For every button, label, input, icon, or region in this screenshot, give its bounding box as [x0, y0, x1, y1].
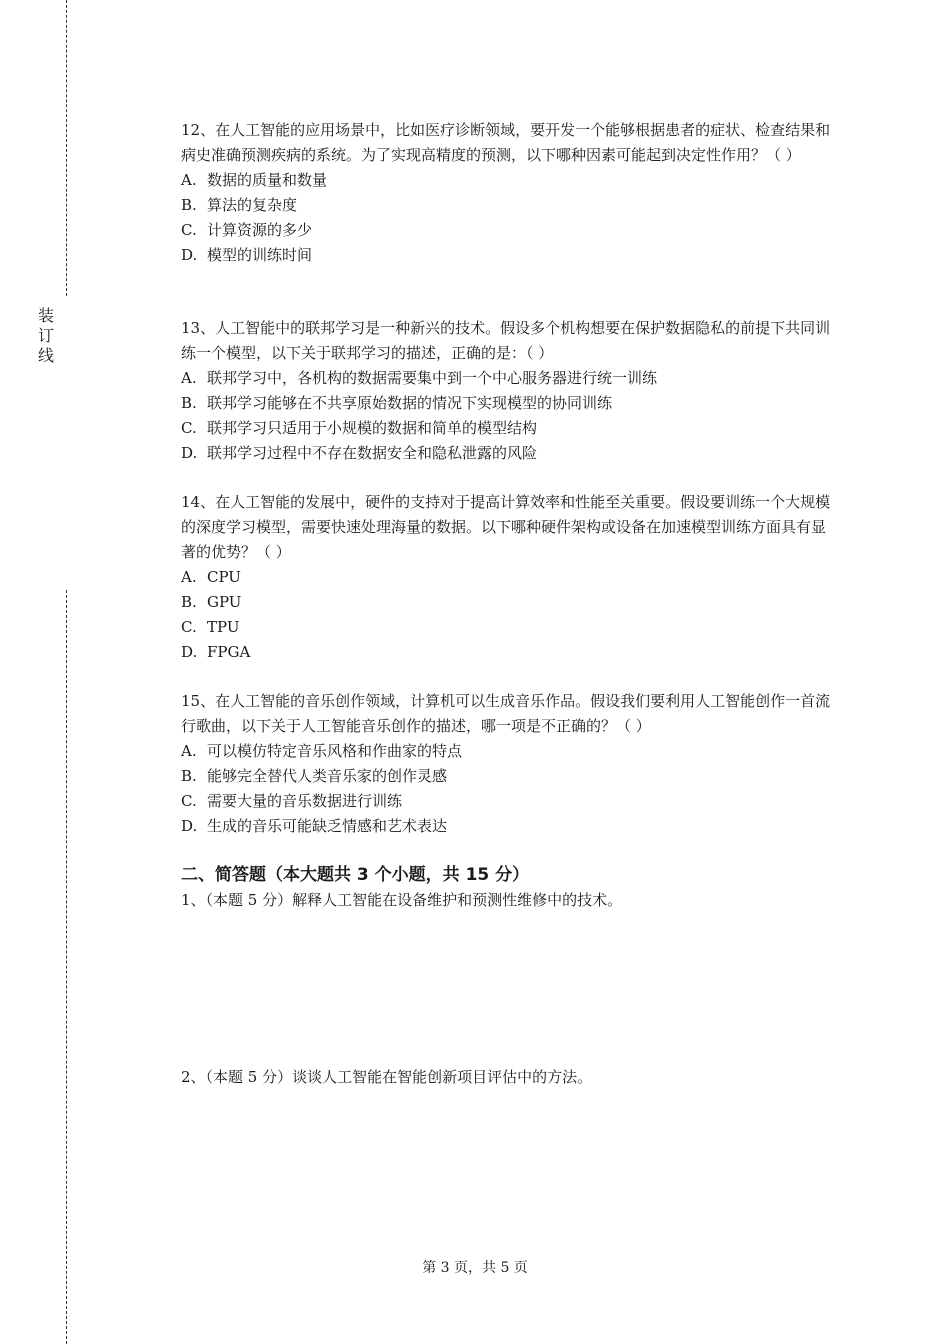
question-stem: 12、在人工智能的应用场景中，比如医疗诊断领域，要开发一个能够根据患者的症状、检查结果和病史准确预测疾病的系统。为了实现高精度的预测，以下哪种因素可能起到决定性作用？（ ）	[181, 121, 831, 164]
option-c: C. TPU	[181, 618, 240, 636]
option-a: A. 联邦学习中，各机构的数据需要集中到一个中心服务器进行统一训练	[181, 369, 658, 387]
page-footer: 第 3 页，共 5 页	[422, 1260, 528, 1276]
binding-char: 线	[37, 346, 54, 365]
question-stem: 14、在人工智能的发展中，硬件的支持对于提高计算效率和性能至关重要。假设要训练一个大规模的深度学习模型，需要快速处理海量的数据。以下哪种硬件架构或设备在加速模型训练方面具有显著的优势？（ ）	[181, 493, 831, 561]
option-d: D. 联邦学习过程中不存在数据安全和隐私泄露的风险	[181, 444, 538, 462]
option-b: B. GPU	[181, 593, 242, 611]
option-c: C. 计算资源的多少	[181, 221, 313, 239]
option-b: B. 能够完全替代人类音乐家的创作灵感	[181, 767, 448, 785]
option-a: A. CPU	[181, 568, 241, 586]
question-stem: 15、在人工智能的音乐创作领域，计算机可以生成音乐作品。假设我们要利用人工智能创作一首流行歌曲，以下关于人工智能音乐创作的描述，哪一项是不正确的？（ ）	[181, 692, 831, 735]
question-stem: 13、人工智能中的联邦学习是一种新兴的技术。假设多个机构想要在保护数据隐私的前提下共同训练一个模型，以下关于联邦学习的描述，正确的是：（ ）	[181, 319, 831, 362]
option-d: D. 生成的音乐可能缺乏情感和艺术表达	[181, 817, 448, 835]
section-title: 二、简答题（本大题共 3 个小题，共 15 分）	[181, 865, 530, 885]
option-a: A. 数据的质量和数量	[181, 171, 328, 189]
question-15	[181, 689, 837, 839]
option-c: C. 需要大量的音乐数据进行训练	[181, 792, 403, 810]
short-answer-question-1: 1、（本题 5 分）解释人工智能在设备维护和预测性维修中的技术。	[181, 891, 623, 909]
question-13	[181, 316, 837, 466]
short-answer-question-2: 2、（本题 5 分）谈谈人工智能在智能创新项目评估中的方法。	[181, 1068, 593, 1086]
option-a: A. 可以模仿特定音乐风格和作曲家的特点	[181, 742, 463, 760]
binding-line-top	[66, 0, 67, 296]
binding-char: 订	[37, 326, 54, 345]
option-d: D. FPGA	[181, 643, 251, 661]
binding-char: 装	[37, 306, 54, 325]
binding-label	[36, 306, 56, 366]
option-c: C. 联邦学习只适用于小规模的数据和简单的模型结构	[181, 419, 538, 437]
question-14	[181, 490, 837, 665]
binding-line-bottom	[66, 590, 67, 1344]
option-d: D. 模型的训练时间	[181, 246, 313, 264]
option-b: B. 算法的复杂度	[181, 196, 298, 214]
option-b: B. 联邦学习能够在不共享原始数据的情况下实现模型的协同训练	[181, 394, 613, 412]
question-12	[181, 118, 837, 268]
